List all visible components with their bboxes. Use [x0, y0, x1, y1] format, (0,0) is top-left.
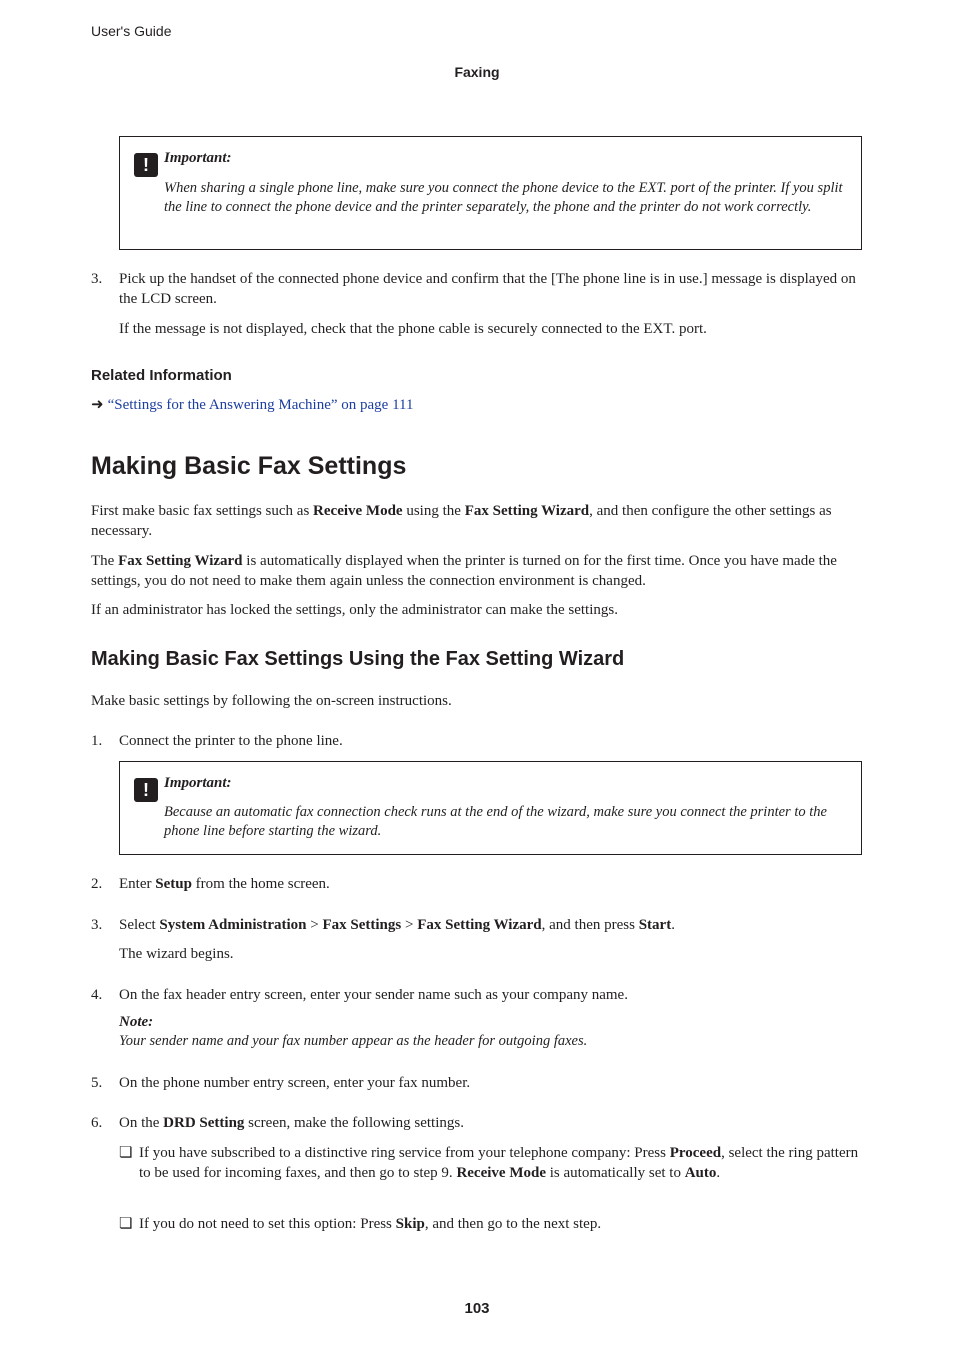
running-header-section: Faxing	[454, 64, 500, 80]
related-information-heading: Related Information	[91, 367, 232, 384]
step-number: 6.	[91, 1115, 103, 1131]
paragraph: The Fax Setting Wizard is automatically displayed when the printer is turned on for the first time. Once you have made the settings, you do not need to make them again unless the connection environment is changed.	[91, 553, 837, 589]
step-text: Pick up the handset of the connected phone device and confirm that the [The phone line is in use.] message is displayed on the LCD screen.	[119, 271, 856, 307]
subsection-title: Making Basic Fax Settings Using the Fax Setting Wizard	[91, 648, 625, 670]
related-link-row[interactable]	[91, 395, 413, 415]
paragraph: Make basic settings by following the on-screen instructions.	[91, 693, 452, 709]
step-number: 5.	[91, 1075, 103, 1091]
important-label: Important:	[164, 775, 232, 791]
page-number: 103	[464, 1300, 490, 1317]
step-number: 3.	[91, 271, 103, 287]
important-text: Because an automatic fax connection check runs at the end of the wizard, make sure you connect the printer to the phone line before starting the wizard.	[164, 804, 827, 839]
important-box	[119, 136, 862, 250]
step-subtext: If the message is not displayed, check that the phone cable is securely connected to the EXT. port.	[119, 321, 707, 337]
important-exclamation-icon: !	[134, 153, 158, 177]
step-text: Enter Setup from the home screen.	[119, 876, 330, 892]
note-text: Your sender name and your fax number appear as the header for outgoing faxes.	[119, 1033, 588, 1049]
important-label: Important:	[164, 150, 232, 166]
step-number: 2.	[91, 876, 103, 892]
important-exclamation-icon: !	[134, 778, 158, 802]
step-text: Select System Administration > Fax Settings > Fax Setting Wizard, and then press Start.	[119, 917, 675, 933]
step-number: 3.	[91, 917, 103, 933]
step-number: 1.	[91, 733, 103, 749]
important-text: When sharing a single phone line, make sure you connect the phone device to the EXT. port of the printer. If you split the line to connect the phone device and the printer separately, the phone and the printer do not work correctly.	[164, 180, 843, 215]
paragraph: If an administrator has locked the settings, only the administrator can make the settings.	[91, 602, 618, 618]
section-title: Making Basic Fax Settings	[91, 452, 407, 480]
paragraph: First make basic fax settings such as Receive Mode using the Fax Setting Wizard, and then configure the other settings as necessary.	[91, 503, 832, 539]
step-number: 4.	[91, 987, 103, 1003]
running-header-guide: User's Guide	[91, 23, 172, 39]
step-text: Connect the printer to the phone line.	[119, 733, 343, 749]
bullet-text: If you have subscribed to a distinctive ring service from your telephone company: Press Proceed, select the ring pattern to be used for incoming faxes, and then go to step 9. Receive Mode is automatically set to Auto.	[139, 1145, 859, 1181]
step-text: On the phone number entry screen, enter your fax number.	[119, 1075, 471, 1091]
bullet-text: If you do not need to set this option: Press Skip, and then go to the next step.	[139, 1216, 602, 1232]
arrow-right-icon: ➜	[91, 397, 104, 413]
step-subtext: The wizard begins.	[119, 946, 234, 962]
step-text: On the fax header entry screen, enter your sender name such as your company name.	[119, 987, 628, 1003]
checkbox-bullet-icon: ❏	[119, 1216, 133, 1232]
checkbox-bullet-icon: ❏	[119, 1145, 133, 1161]
related-link[interactable]: “Settings for the Answering Machine” on page 111	[107, 397, 414, 413]
step-text: On the DRD Setting screen, make the following settings.	[119, 1115, 464, 1131]
important-box	[119, 761, 862, 855]
note-label: Note:	[119, 1014, 154, 1030]
